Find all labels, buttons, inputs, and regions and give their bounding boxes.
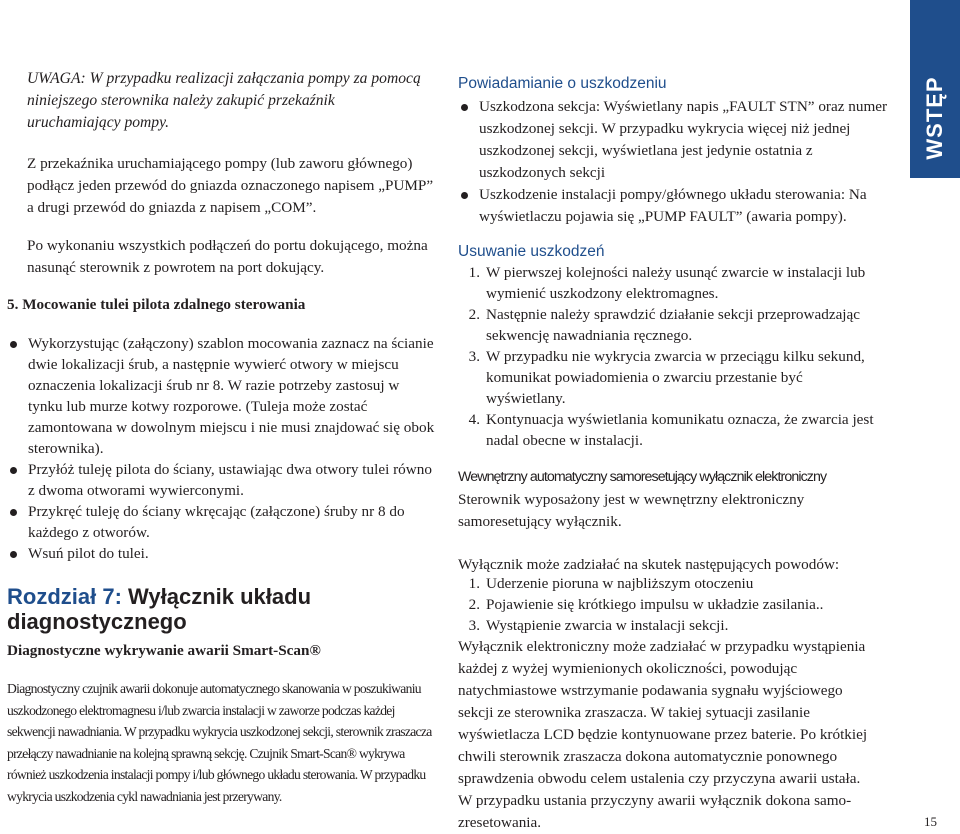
repair-step-number: 2. — [468, 306, 480, 323]
repair-step — [458, 346, 878, 409]
breaker-cause-text: Uderzenie pioruna w najbliższym otoczeniu — [486, 575, 754, 592]
breaker-cause-number: 3. — [468, 617, 480, 634]
repair-step — [458, 304, 878, 346]
fault-list — [458, 96, 898, 228]
repair-step-text: Kontynuacja wyświetlania komunikatu oznacza, że zwarcia jest nadal obecne w instalacji. — [486, 411, 874, 449]
step5-item: Wykorzystując (załączony) szablon mocowania zaznacz na ścianie dwie lokalizacji śrub, a następnie wywierć otwory w miejscu oznaczenia lokalizacji śrub nr 8. W razie potrzeby zastosuj w tynku lub murze kotwy rozporowe. (Tuleja może zostać zamontowana w dowolnym miejscu i nie musi znajdować się obok sterownika). — [7, 333, 437, 459]
repair-step-number: 3. — [468, 348, 480, 365]
chapter-title — [7, 584, 437, 634]
fault-heading: Powiadamianie o uszkodzeniu — [458, 75, 667, 92]
section-tab — [910, 0, 960, 178]
page-number: 15 — [924, 814, 937, 829]
repair-step-number: 4. — [468, 411, 480, 428]
breaker-cause-text: Wystąpienie zwarcia w instalacji sekcji. — [486, 617, 729, 634]
repair-step-text: W przypadku nie wykrycia zwarcia w przeciągu kilku sekund, komunikat powiadomienia o zwarciu przestanie być wyświetlany. — [486, 348, 865, 407]
repair-heading: Usuwanie uszkodzeń — [458, 243, 605, 260]
repair-step-text: W pierwszej kolejności należy usunąć zwarcie w instalacji lub wymienić uszkodzony elektromagnes. — [486, 264, 866, 302]
chapter-title-prefix: Rozdział 7: — [7, 584, 122, 609]
diagnostic-text: Diagnostyczny czujnik awarii dokonuje automatycznego skanowania w poszukiwaniu uszkodzonego elektromagnesu i/lub zwarcia instalacji w zaworze podczas każdej sekwencji nawadniania. W przypadku wykrycia uszkodzonej sekcji, sterownik zraszacza przełączy nawadnianie na kolejną sprawną sekcję. Czujnik Smart-Scan® wykrywa również uszkodzenia instalacji pompy i/lub głównego układu sterowania. W przypadku wykrycia uszkodzenia cykl nawadniania jest przerywany. — [7, 681, 432, 804]
section-tab-label: WSTĘP — [922, 76, 947, 160]
fault-item: Uszkodzona sekcja: Wyświetlany napis „FAULT STN” oraz numer uszkodzonej sekcji. W przypadku wykrycia więcej niż jednej uszkodzonej sekcji, wyświetlana jest jedynie ostatnia z uszkodzonych sekcji — [458, 96, 898, 184]
breaker-cause-number: 1. — [468, 575, 480, 592]
warning-note: UWAGA: W przypadku realizacji załączania pompy za pomocą niniejszego sterownika należy zakupić przekaźnik uruchamiający pompy. — [27, 70, 421, 131]
chapter-title-rest: Wyłącznik układu diagnostycznego — [7, 584, 312, 634]
repair-steps-list — [458, 262, 878, 451]
repair-step-number: 1. — [468, 264, 480, 281]
breaker-causes-list — [458, 573, 898, 636]
after-connections-note: Po wykonaniu wszystkich podłączeń do portu dokującego, można nasunąć sterownik z powrotem na port dokujący. — [27, 237, 428, 276]
breaker-cause-number: 2. — [468, 596, 480, 613]
step5-item: Wsuń pilot do tulei. — [7, 543, 437, 564]
repair-step — [458, 262, 878, 304]
breaker-cause — [458, 615, 898, 636]
step5-item: Przyłóż tuleję pilota do ściany, ustawiając dwa otwory tulei równo z dwoma otworami wywierconymi. — [7, 459, 437, 501]
breaker-cause-text: Pojawienie się krótkiego impulsu w układzie zasilania.. — [486, 596, 824, 613]
step5-heading: 5. Mocowanie tulei pilota zdalnego sterowania — [7, 296, 306, 313]
breaker-causes-intro: Wyłącznik może zadziałać na skutek następujących powodów: — [458, 556, 840, 573]
step5-list — [7, 333, 437, 564]
breaker-cause — [458, 594, 898, 615]
relay-instruction: Z przekaźnika uruchamiającego pompy (lub zaworu głównego) podłącz jeden przewód do gniazda oznaczonego napisem „PUMP” a drugi przewód do gniazda z napisem „COM”. — [27, 155, 434, 216]
fault-item: Uszkodzenie instalacji pompy/głównego układu sterowania: Na wyświetlaczu pojawia się „PUMP FAULT” (awaria pompy). — [458, 184, 898, 228]
breaker-text: Wyłącznik elektroniczny może zadziałać w przypadku wystąpienia każdej z wyżej wymienionych okoliczności, powodując natychmiastowe wstrzymanie podawania sygnału wyjściowego sekcji ze sterownika zraszacza. W takiej sytuacji zasilanie wyświetlacza LCD będzie kontynuowane przez baterie. Po krótkiej chwili sterownik zraszacza dokona automatycznie ponownego sprawdzenia obwodu celem ustalenia czy przyczyna awarii ustała. W przypadku ustania przyczyny awarii wyłącznik dokona samo-zresetowania. — [458, 638, 868, 831]
breaker-cause — [458, 573, 898, 594]
step5-item: Przykręć tuleję do ściany wkręcając (załączone) śruby nr 8 do każdego z otworów. — [7, 501, 437, 543]
diagnostic-heading: Diagnostyczne wykrywanie awarii Smart-Scan® — [7, 642, 321, 659]
repair-step — [458, 409, 878, 451]
breaker-heading: Wewnętrzny automatyczny samoresetujący wyłącznik elektroniczny — [458, 469, 827, 485]
repair-step-text: Następnie należy sprawdzić działanie sekcji przeprowadzając sekwencję nawadniania ręcznego. — [486, 306, 861, 344]
breaker-intro: Sterownik wyposażony jest w wewnętrzny elektroniczny samoresetujący wyłącznik. — [458, 491, 805, 530]
